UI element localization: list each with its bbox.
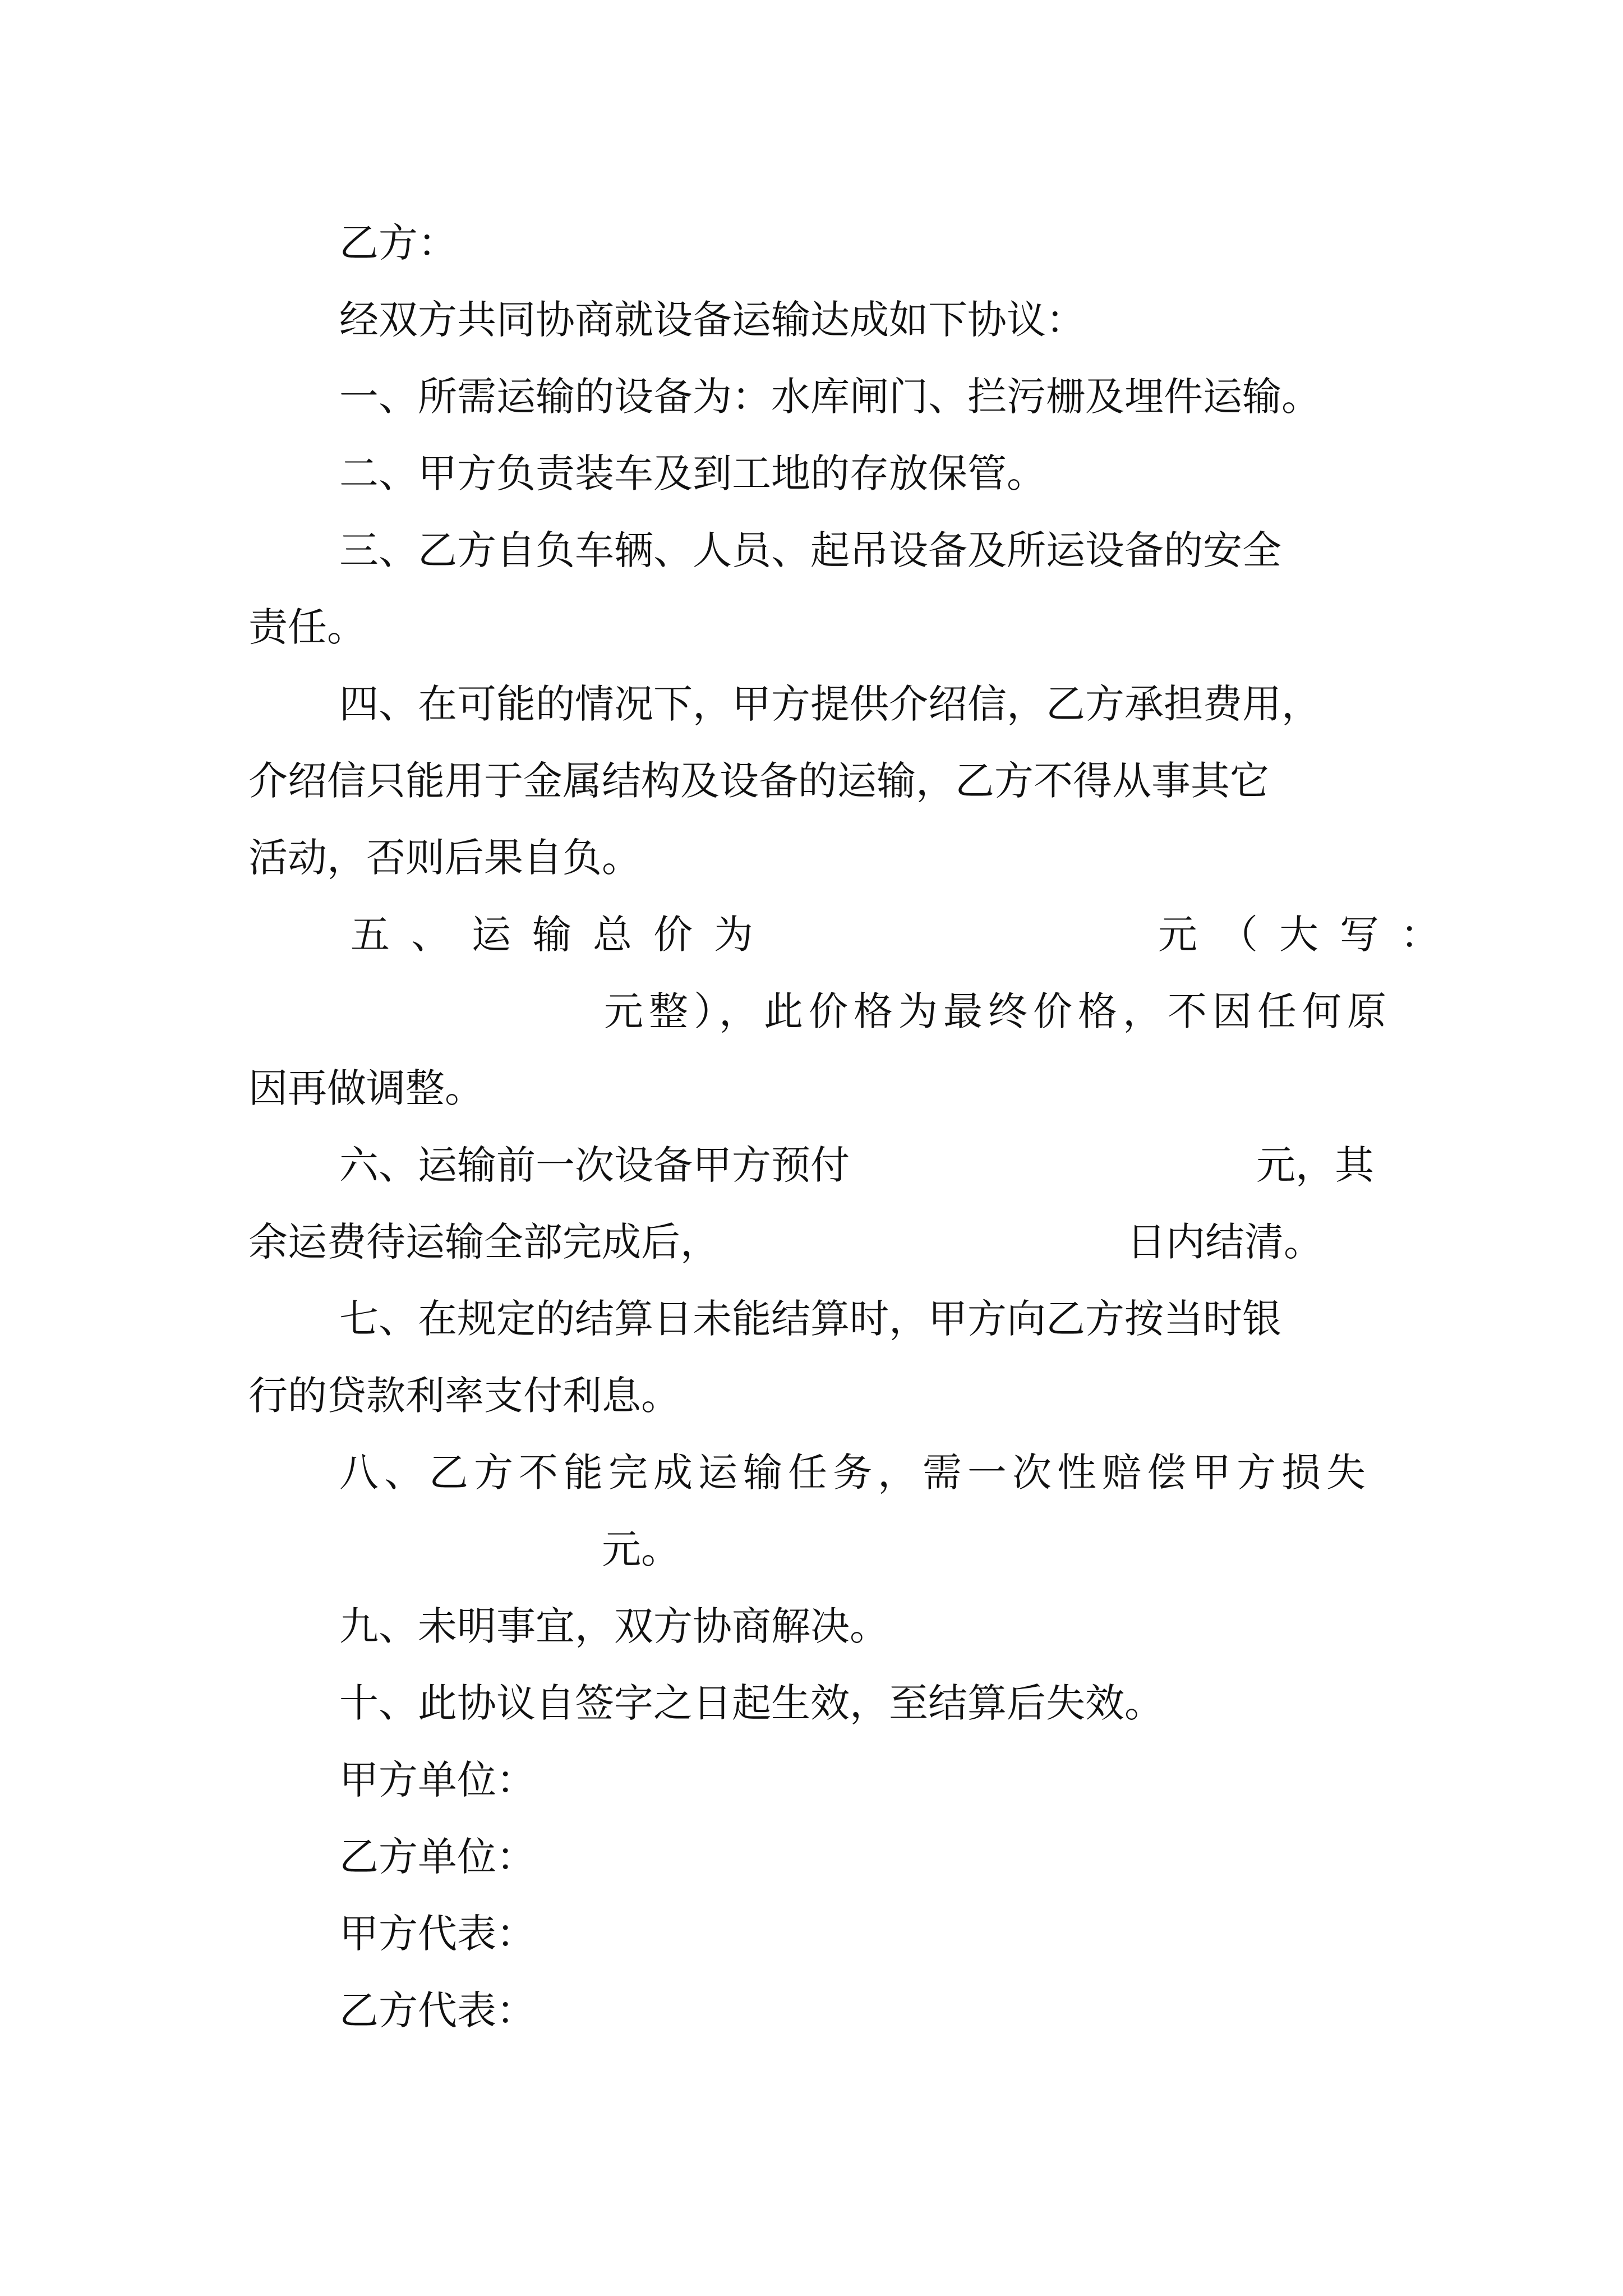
clause-10: 十、此协议自签字之日起生效，至结算后失效。: [339, 1680, 1164, 1726]
party-b-rep-label: 乙方代表：: [339, 1987, 536, 2033]
clause-7-line-1: 七、在规定的结算日未能结算时，甲方向乙方按当时银: [339, 1296, 1281, 1342]
party-b-unit-label: 乙方单位：: [339, 1834, 536, 1880]
clause-5-line-1-end: 元（大写：: [1158, 912, 1461, 958]
clause-4-line-2: 介绍信只能用于金属结构及设备的运输，乙方不得从事其它: [248, 758, 1269, 804]
party-b-header: 乙方：: [339, 220, 457, 266]
clause-6-line-1-end: 元，其: [1256, 1142, 1374, 1188]
party-a-unit-label: 甲方单位：: [339, 1757, 536, 1803]
intro-text: 经双方共同协商就设备运输达成如下协议：: [339, 297, 1085, 343]
party-a-rep-label: 甲方代表：: [339, 1911, 536, 1957]
clause-3-line-1: 三、乙方自负车辆、人员、起吊设备及所运设备的安全: [339, 527, 1281, 573]
clause-7-line-2: 行的贷款利率支付利息。: [248, 1373, 680, 1419]
clause-4-line-1: 四、在可能的情况下，甲方提供介绍信，乙方承担费用，: [339, 681, 1321, 727]
clause-2: 二、甲方负责装车及到工地的存放保管。: [339, 450, 1046, 496]
clause-8-line-2: 元。: [602, 1526, 680, 1572]
clause-5-line-1-start: 五、运输总价为: [351, 912, 774, 958]
clause-9: 九、未明事宜，双方协商解决。: [339, 1603, 889, 1649]
clause-4-line-3: 活动，否则后果自负。: [248, 835, 641, 881]
clause-5-line-3: 因再做调整。: [248, 1065, 484, 1111]
clause-6-line-2-end: 日内结清。: [1127, 1219, 1323, 1265]
clause-1: 一、所需运输的设备为：水库闸门、拦污栅及埋件运输。: [339, 374, 1321, 420]
clause-3-line-2: 责任。: [248, 604, 366, 650]
clause-5-line-2: 元整），此价格为最终价格，不因任何原: [604, 988, 1392, 1034]
clause-6-line-2-start: 余运费待运输全部完成后，: [248, 1219, 720, 1265]
clause-8-line-1: 八、乙方不能完成运输任务，需一次性赔偿甲方损失: [339, 1450, 1371, 1496]
clause-6-line-1-start: 六、运输前一次设备甲方预付: [339, 1142, 850, 1188]
